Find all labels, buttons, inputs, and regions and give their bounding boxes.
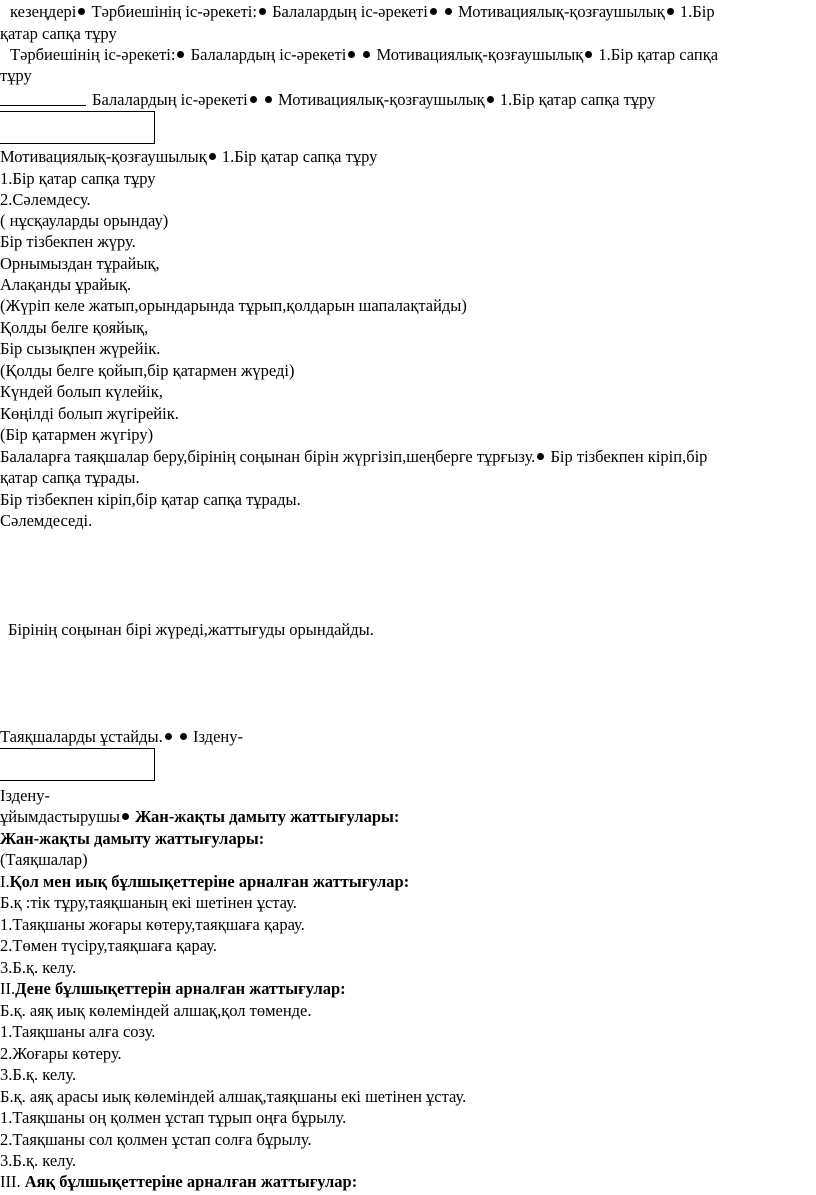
text-line: 3.Б.қ. келу. — [0, 1151, 77, 1170]
header-row-1 — [10, 2, 715, 22]
motivation-label: Мотивациялық-қозғаушылық — [376, 45, 584, 64]
bullet-icon — [180, 733, 187, 740]
bullet-icon — [265, 96, 272, 103]
text-line: 1.Таяқшаны жоғары көтеру,таяқшаға қарау. — [0, 915, 305, 934]
bullet-icon — [165, 733, 172, 740]
header-row-2 — [10, 45, 718, 65]
text-line: Алақанды ұрайық. — [0, 275, 132, 294]
header-row-1b: қатар сапқа тұру — [0, 24, 117, 43]
motivation-label: Мотивациялық-қозғаушылық — [458, 2, 665, 21]
bullet-icon — [209, 153, 216, 160]
empty-cell-box — [0, 748, 155, 781]
text-line: Күндей болып күлейік, — [0, 382, 163, 401]
section-title — [0, 1172, 357, 1192]
text-segment: ұйымдастырушы — [0, 807, 121, 826]
children-activity-label: Балалардың іс-әрекеті — [92, 90, 248, 109]
divider-line — [0, 105, 86, 106]
header-row-2b: тұру — [0, 66, 32, 85]
bullet-icon — [445, 8, 452, 15]
text-line: Б.қ. аяқ арасы иық көлеміндей алшақ,таяқшаны екі шетінен ұстау. — [0, 1087, 467, 1106]
kezenderi-text: кезеңдері — [10, 2, 77, 21]
text-line: 2.Таяқшаны сол қолмен ұстап солға бұрылу. — [0, 1130, 312, 1149]
text-line: Іздену- — [0, 786, 51, 805]
header-row-4 — [0, 147, 377, 167]
first-step-text: 1.Бір қатар сапқа тұру — [221, 147, 378, 166]
text-line: 2.Сәлемдесу. — [0, 190, 91, 209]
bullet-icon — [487, 96, 494, 103]
text-segment: Таяқшаларды ұстайды. — [0, 727, 163, 746]
text-line: Б.қ :тік тұру,таяқшаның екі шетінен ұстау. — [0, 893, 297, 912]
bullet-icon — [250, 96, 257, 103]
text-line: Көңілді болып жүгірейік. — [0, 404, 179, 423]
header-row-3 — [92, 90, 655, 110]
text-line: ( нұсқауларды орындау) — [0, 211, 169, 230]
heading-text: Жан-жақты дамыту жаттығулары: — [135, 807, 400, 826]
section-number: II. — [0, 979, 16, 998]
text-line: (Таяқшалар) — [0, 850, 88, 869]
first-step-text: 1.Бір қатар сапқа тұру — [499, 90, 656, 109]
first-step-text: 1.Бір — [679, 2, 715, 21]
text-line: 2.Төмен түсіру,таяқшаға қарау. — [0, 936, 217, 955]
section-title — [0, 979, 346, 999]
text-line — [0, 727, 243, 747]
text-line — [0, 807, 399, 827]
text-line: 1.Бір қатар сапқа тұру — [0, 169, 156, 188]
text-line: 3.Б.қ. келу. — [0, 958, 77, 977]
text-line: 1.Таяқшаны алға созу. — [0, 1022, 156, 1041]
empty-cell-box — [0, 111, 155, 144]
bullet-icon — [537, 453, 544, 460]
text-line: Бір тізбекпен кіріп,бір қатар сапқа тұрады. — [0, 490, 301, 509]
text-line: 3.Б.қ. келу. — [0, 1065, 77, 1084]
section-number: I. — [0, 872, 10, 891]
heading-text: Қол мен иық бұлшықеттеріне арналған жаттығулар: — [9, 872, 410, 891]
heading-text: Жан-жақты дамыту жаттығулары: — [0, 829, 265, 848]
text-line: 2.Жоғары көтеру. — [0, 1044, 122, 1063]
text-segment: Іздену- — [192, 727, 243, 746]
text-line: Бірінің соңынан бірі жүреді,жаттығуды орындайды. — [8, 620, 374, 639]
text-line: (Бір қатармен жүгіру) — [0, 425, 154, 444]
text-line: 1.Таяқшаны оң қолмен ұстап тұрып оңға бұрылу. — [0, 1108, 347, 1127]
bullet-icon — [78, 8, 85, 15]
heading-text: Аяқ бұлшықеттеріне арналған жаттығулар: — [24, 1172, 358, 1191]
teacher-activity-label: Тәрбиешінің іс-әрекеті: — [10, 45, 176, 64]
section-title — [0, 872, 409, 892]
bullet-icon — [177, 51, 184, 58]
text-line: (Жүріп келе жатып,орындарында тұрып,қолдарын шапалақтайды) — [0, 296, 467, 315]
text-line: (Қолды белге қойып,бір қатармен жүреді) — [0, 361, 295, 380]
bullet-icon — [122, 813, 129, 820]
text-segment: Бір тізбекпен кіріп,бір — [550, 447, 708, 466]
bullet-icon — [585, 51, 592, 58]
text-line — [0, 447, 707, 467]
bullet-icon — [363, 51, 370, 58]
children-activity-label: Балалардың іс-әрекеті — [190, 45, 347, 64]
bullet-icon — [667, 8, 674, 15]
teacher-activity-label: Тәрбиешінің іс-әрекеті: — [91, 2, 257, 21]
text-line: Қолды белге қояйық, — [0, 318, 149, 337]
text-line: Сәлемдеседі. — [0, 511, 93, 530]
heading-text: Дене бұлшықеттерін арналған жаттығулар: — [15, 979, 346, 998]
text-line: Орнымыздан тұрайық, — [0, 254, 160, 273]
text-line: Бір сызықпен жүрейік. — [0, 339, 161, 358]
bullet-icon — [430, 8, 437, 15]
motivation-label: Мотивациялық-қозғаушылық — [0, 147, 207, 166]
text-line: қатар сапқа тұрады. — [0, 468, 140, 487]
text-segment: Балаларға таяқшалар беру,бірінің соңынан бірін жүргізіп,шеңберге тұрғызу. — [0, 447, 536, 466]
text-line: Бір тізбекпен жүру. — [0, 232, 136, 251]
bullet-icon — [348, 51, 355, 58]
text-line: Б.қ. аяқ иық көлеміндей алшақ,қол төменде. — [0, 1001, 312, 1020]
bullet-icon — [259, 8, 266, 15]
section-number: III. — [0, 1172, 21, 1191]
motivation-label: Мотивациялық-қозғаушылық — [277, 90, 485, 109]
children-activity-label: Балалардың іс-әрекеті — [272, 2, 428, 21]
section-heading — [0, 829, 264, 849]
first-step-text: 1.Бір қатар сапқа — [598, 45, 719, 64]
